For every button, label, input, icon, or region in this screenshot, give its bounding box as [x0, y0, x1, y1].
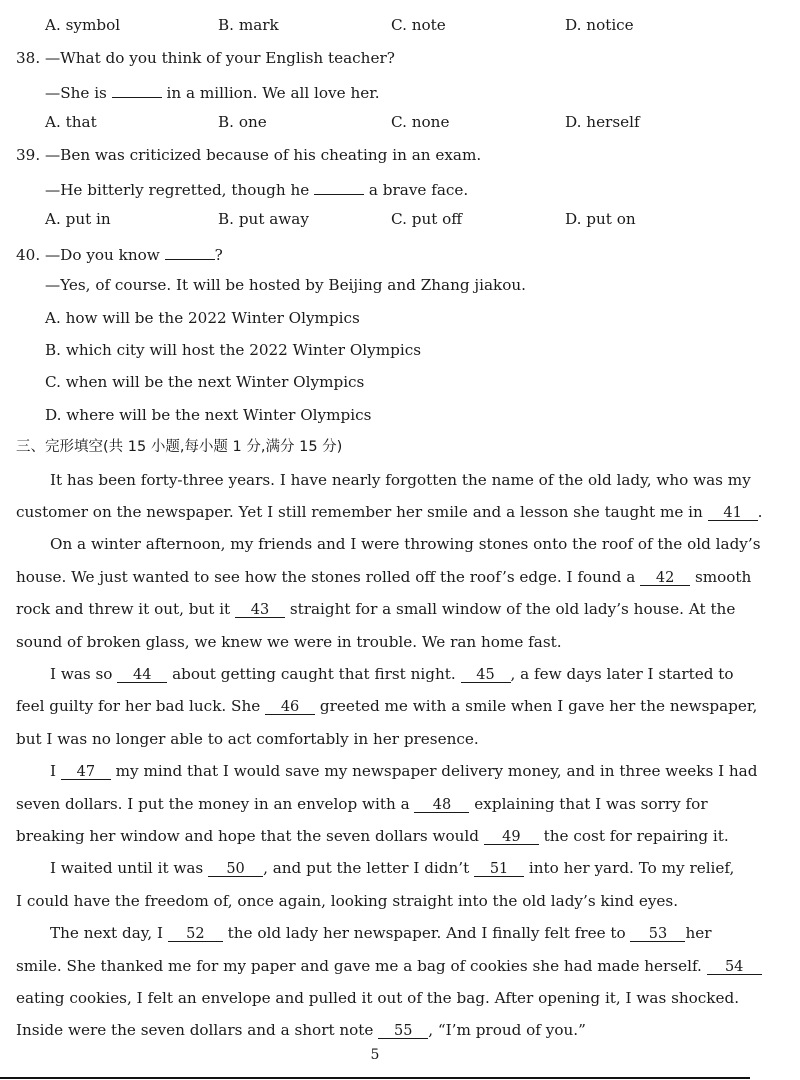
blank-43[interactable]: 43	[235, 601, 285, 618]
text: her	[685, 924, 712, 942]
text: breaking her window and hope that the seven dollars would	[16, 827, 480, 845]
text: my mind that I would save my newspaper delivery money, and in three weeks I had	[115, 762, 758, 780]
q39-blank[interactable]	[314, 178, 364, 195]
text: smile. She thanked me for my paper and gave me a bag of cookies she had made herself.	[16, 957, 702, 975]
text: seven dollars. I put the money in an envelop with a	[16, 795, 410, 813]
q40-stem	[16, 243, 766, 265]
text: I was so	[50, 665, 113, 683]
blank-41[interactable]: 41	[708, 504, 758, 521]
option-b: B. one	[218, 113, 267, 131]
p2-line1: On a winter afternoon, my friends and I were throwing stones onto the roof of the old lady’s	[50, 535, 761, 553]
blank-51[interactable]: 51	[474, 860, 524, 877]
text: .	[757, 503, 763, 521]
blank-52[interactable]: 52	[168, 925, 223, 942]
blank-48[interactable]: 48	[414, 796, 469, 813]
page-number: 5	[370, 1047, 380, 1063]
blank-53[interactable]: 53	[630, 925, 685, 942]
text: Inside were the seven dollars and a short note	[16, 1021, 374, 1039]
text: smooth	[694, 568, 752, 586]
text: I	[50, 762, 56, 780]
p4-line2	[16, 794, 766, 814]
option-d: D. put on	[565, 210, 636, 228]
option-b: B. mark	[218, 16, 279, 34]
blank-54[interactable]: 54	[707, 958, 762, 975]
option-b: B. which city will host the 2022 Winter Olympics	[45, 341, 422, 359]
text: , “I’m proud of you.”	[428, 1021, 586, 1039]
option-a: A. symbol	[45, 16, 121, 34]
option-a: A. that	[45, 113, 97, 131]
text: explaining that I was sorry for	[474, 795, 708, 813]
option-c: C. none	[391, 113, 450, 131]
text: the old lady her newspaper. And I finally felt free to	[227, 924, 626, 942]
option-d: D. where will be the next Winter Olympics	[45, 406, 372, 424]
p3-line2	[16, 696, 766, 716]
option-a: A. how will be the 2022 Winter Olympics	[45, 309, 360, 327]
section-heading: 三、完形填空(共 15 小题,每小题 1 分,满分 15 分)	[16, 439, 343, 455]
text: into her yard. To my relief,	[528, 859, 735, 877]
blank-50[interactable]: 50	[208, 860, 263, 877]
option-c: C. when will be the next Winter Olympics	[45, 373, 365, 391]
q38-stem: 38. —What do you think of your English teacher?	[16, 49, 395, 67]
blank-45[interactable]: 45	[461, 666, 511, 683]
option-d: D. notice	[565, 16, 634, 34]
p4-line1	[50, 761, 800, 781]
bottom-divider	[0, 1077, 750, 1079]
text: feel guilty for her bad luck. She	[16, 697, 261, 715]
text: The next day, I	[50, 924, 163, 942]
option-c: C. put off	[391, 210, 463, 228]
text: greeted me with a smile when I gave her the newspaper,	[319, 697, 758, 715]
p3-line3: but I was no longer able to act comfortably in her presence.	[16, 730, 479, 748]
q39-reply	[45, 178, 795, 200]
q39-reply-pre: —He bitterly regretted, though he	[45, 181, 310, 199]
q38-reply-post: in a million. We all love her.	[166, 84, 380, 102]
p6-line2	[16, 956, 766, 976]
q38-reply	[45, 81, 795, 103]
p6-line1	[50, 923, 800, 943]
text: house. We just wanted to see how the stones rolled off the roof’s edge. I found a	[16, 568, 636, 586]
blank-47[interactable]: 47	[61, 763, 111, 780]
p5-line2: I could have the freedom of, once again, looking straight into the old lady’s kind eyes.	[16, 892, 679, 910]
p6-line3: eating cookies, I felt an envelope and pulled it out of the bag. After opening it, I was shocked.	[16, 989, 740, 1007]
q40-blank[interactable]	[165, 243, 215, 260]
p2-line2	[16, 567, 766, 587]
q39-reply-post: a brave face.	[368, 181, 469, 199]
option-d: D. herself	[565, 113, 640, 131]
p5-line1	[50, 858, 800, 878]
option-a: A. put in	[45, 210, 111, 228]
text: straight for a small window of the old lady’s house. At the	[289, 600, 736, 618]
text: , a few days later I started to	[510, 665, 734, 683]
blank-46[interactable]: 46	[265, 698, 315, 715]
blank-49[interactable]: 49	[484, 828, 539, 845]
q40-stem-post: ?	[214, 246, 223, 264]
text: , and put the letter I didn’t	[263, 859, 470, 877]
text: customer on the newspaper. Yet I still remember her smile and a lesson she taught me in	[16, 503, 703, 521]
blank-55[interactable]: 55	[378, 1022, 428, 1039]
text: rock and threw it out, but it	[16, 600, 231, 618]
q40-stem-pre: 40. —Do you know	[16, 246, 160, 264]
p3-line1	[50, 664, 800, 684]
option-c: C. note	[391, 16, 446, 34]
p1-line2	[16, 502, 766, 522]
p1-line1: It has been forty-three years. I have nearly forgotten the name of the old lady, who was my	[50, 471, 751, 489]
blank-44[interactable]: 44	[117, 666, 167, 683]
q39-stem: 39. —Ben was criticized because of his cheating in an exam.	[16, 146, 482, 164]
text: I waited until it was	[50, 859, 204, 877]
p2-line3	[16, 599, 766, 619]
text: about getting caught that first night.	[172, 665, 456, 683]
text: the cost for repairing it.	[543, 827, 729, 845]
q40-reply: —Yes, of course. It will be hosted by Beijing and Zhang jiakou.	[45, 276, 526, 294]
q38-blank[interactable]	[112, 81, 162, 98]
q38-reply-pre: —She is	[45, 84, 107, 102]
p2-line4: sound of broken glass, we knew we were in trouble. We ran home fast.	[16, 633, 562, 651]
option-b: B. put away	[218, 210, 309, 228]
p6-line4	[16, 1020, 766, 1040]
blank-42[interactable]: 42	[640, 569, 690, 586]
p4-line3	[16, 826, 766, 846]
